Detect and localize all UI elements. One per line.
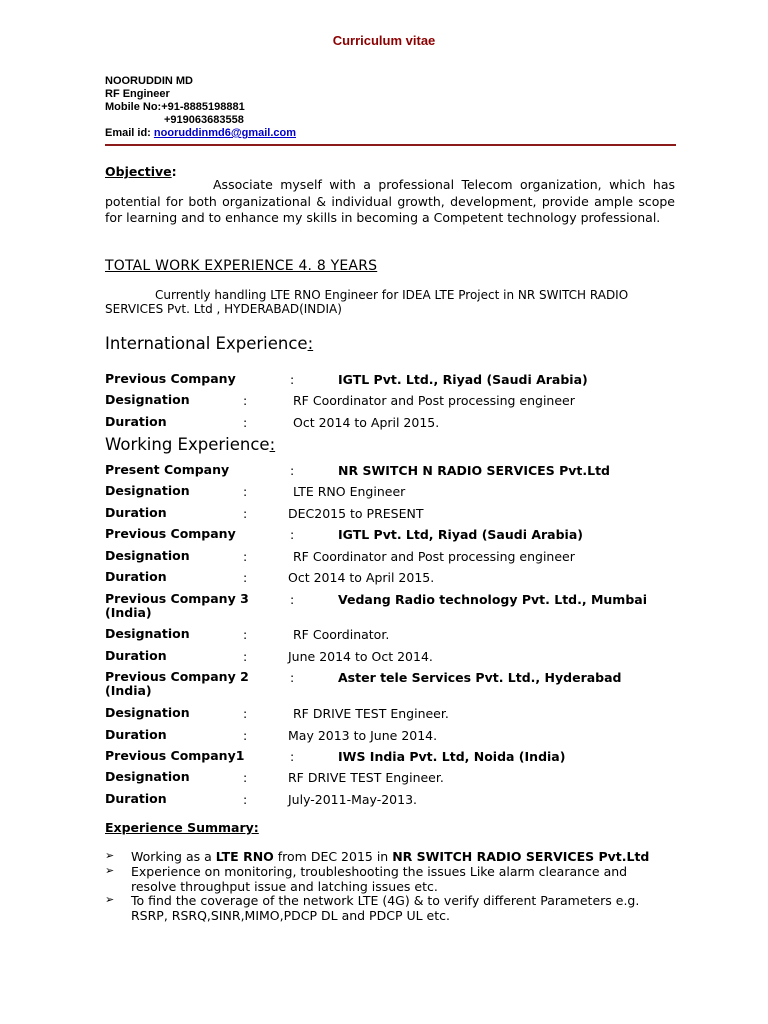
- bullet-1-bold-company: NR SWITCH RADIO SERVICES Pvt.Ltd: [392, 849, 650, 864]
- row-value: IGTL Pvt. Ltd, Riyad (Saudi Arabia): [338, 527, 583, 542]
- row-label: Designation: [105, 392, 190, 407]
- mobile-number-1: +91-8885198881: [161, 101, 245, 113]
- experience-row: [105, 549, 685, 569]
- row-colon: :: [243, 393, 248, 408]
- candidate-name: NOORUDDIN MD: [105, 75, 193, 87]
- current-role-text: Currently handling LTE RNO Engineer for IDEA LTE Project in NR SWITCH RADIO SERVICES Pvt. Ltd , HYDERABAD(INDIA): [105, 288, 629, 316]
- experience-row: [105, 770, 685, 790]
- row-label: Previous Company: [105, 526, 236, 541]
- row-colon: :: [290, 749, 295, 764]
- summary-bullet-3-text: To find the coverage of the network LTE (4G) & to verify different Parameters e.g. RSRP, RSRQ,SINR,MIMO,PDCP DL and PDCP UL etc.: [131, 893, 640, 923]
- summary-bullet-1-text: [131, 849, 671, 864]
- working-heading: [105, 435, 275, 454]
- row-value: Oct 2014 to April 2015.: [293, 415, 440, 430]
- row-label: Duration: [105, 505, 167, 520]
- header-divider: [105, 144, 676, 146]
- row-colon: :: [243, 415, 248, 430]
- experience-row: [105, 372, 685, 392]
- row-label: Designation: [105, 626, 190, 641]
- row-value: IGTL Pvt. Ltd., Riyad (Saudi Arabia): [338, 372, 588, 387]
- row-colon: :: [290, 372, 295, 387]
- row-label: Designation: [105, 548, 190, 563]
- row-colon: :: [243, 792, 248, 807]
- row-value: RF Coordinator and Post processing engineer: [293, 393, 575, 408]
- experience-summary-heading: Experience Summary:: [105, 820, 259, 835]
- objective-text: Associate myself with a professional Telecom organization, which has potential for both organizational & individual growth, development, provide ample scope for learning and to enhance my skills in becoming a Competent technology professional.: [105, 177, 675, 225]
- objective-label: Objective: [105, 164, 172, 179]
- row-value: NR SWITCH N RADIO SERVICES Pvt.Ltd: [338, 463, 610, 478]
- row-label: Duration: [105, 791, 167, 806]
- row-value: June 2014 to Oct 2014.: [288, 649, 433, 664]
- row-colon: :: [243, 728, 248, 743]
- bullet-arrow-icon: ➢: [105, 893, 115, 906]
- experience-row: [105, 484, 685, 504]
- row-colon: :: [243, 627, 248, 642]
- row-label: Duration: [105, 727, 167, 742]
- experience-row: [105, 506, 685, 526]
- experience-row: [105, 393, 685, 413]
- email-line: [105, 127, 296, 140]
- international-heading: [105, 334, 313, 353]
- international-heading-colon: :: [307, 334, 314, 353]
- email-label: Email id:: [105, 127, 154, 139]
- row-label: Duration: [105, 648, 167, 663]
- experience-row: [105, 706, 685, 726]
- working-heading-colon: :: [269, 435, 276, 454]
- experience-row: [105, 527, 685, 547]
- experience-row: [105, 669, 685, 698]
- row-value: July-2011-May-2013.: [288, 792, 418, 807]
- row-value: Vedang Radio technology Pvt. Ltd., Mumbai: [338, 592, 648, 607]
- row-colon: :: [243, 649, 248, 664]
- row-colon: :: [243, 506, 248, 521]
- experience-row: [105, 792, 685, 812]
- experience-row: [105, 415, 685, 435]
- objective-colon: :: [171, 164, 177, 179]
- document-title: Curriculum vitae: [332, 33, 436, 48]
- row-label: Present Company: [105, 462, 230, 477]
- experience-row: [105, 591, 685, 620]
- row-colon: :: [290, 463, 295, 478]
- bullet-arrow-icon: ➢: [105, 849, 115, 862]
- row-label: Designation: [105, 705, 190, 720]
- row-value: LTE RNO Engineer: [293, 484, 406, 499]
- row-label: Previous Company 2 (India): [105, 669, 249, 698]
- row-colon: :: [290, 670, 295, 685]
- bullet-1-bold-role: LTE RNO: [215, 849, 274, 864]
- row-label: Previous Company1: [105, 748, 245, 763]
- total-experience: TOTAL WORK EXPERIENCE 4. 8 YEARS: [105, 258, 378, 274]
- row-value: Oct 2014 to April 2015.: [288, 570, 435, 585]
- experience-row: [105, 728, 685, 748]
- summary-bullet-2-text: Experience on monitoring, troubleshooting the issues Like alarm clearance and resolve throughput issue and latching issues etc.: [131, 864, 628, 894]
- row-label: Previous Company: [105, 371, 236, 386]
- experience-row: [105, 570, 685, 590]
- row-colon: :: [290, 592, 295, 607]
- row-colon: :: [243, 570, 248, 585]
- bullet-arrow-icon: ➢: [105, 864, 115, 877]
- row-value: IWS India Pvt. Ltd, Noida (India): [338, 749, 566, 764]
- row-label: Designation: [105, 769, 190, 784]
- experience-row: [105, 463, 685, 483]
- row-value: Aster tele Services Pvt. Ltd., Hyderabad: [338, 670, 622, 685]
- experience-row: [105, 627, 685, 647]
- bullet-1-prefix: Working as a: [131, 849, 216, 864]
- row-colon: :: [290, 527, 295, 542]
- mobile-number-2: +919063683558: [164, 114, 244, 126]
- row-value: DEC2015 to PRESENT: [288, 506, 424, 521]
- row-colon: :: [243, 549, 248, 564]
- row-colon: :: [243, 706, 248, 721]
- row-label: Duration: [105, 414, 167, 429]
- email-link[interactable]: nooruddinmd6@gmail.com: [153, 127, 297, 139]
- row-colon: :: [243, 484, 248, 499]
- row-value: RF Coordinator.: [293, 627, 390, 642]
- row-colon: :: [243, 770, 248, 785]
- mobile-line: [105, 101, 245, 114]
- working-heading-text: Working Experience: [105, 435, 270, 454]
- row-value: RF DRIVE TEST Engineer.: [293, 706, 449, 721]
- row-label: Duration: [105, 569, 167, 584]
- mobile-label: Mobile No:: [105, 101, 162, 113]
- row-value: May 2013 to June 2014.: [288, 728, 438, 743]
- candidate-role: RF Engineer: [105, 88, 170, 100]
- bullet-1-middle: from DEC 2015 in: [273, 849, 393, 864]
- experience-row: [105, 749, 685, 769]
- row-value: RF DRIVE TEST Engineer.: [288, 770, 444, 785]
- row-value: RF Coordinator and Post processing engineer: [293, 549, 575, 564]
- row-label: Previous Company 3 (India): [105, 591, 249, 620]
- experience-row: [105, 649, 685, 669]
- row-label: Designation: [105, 483, 190, 498]
- international-heading-text: International Experience: [105, 334, 308, 353]
